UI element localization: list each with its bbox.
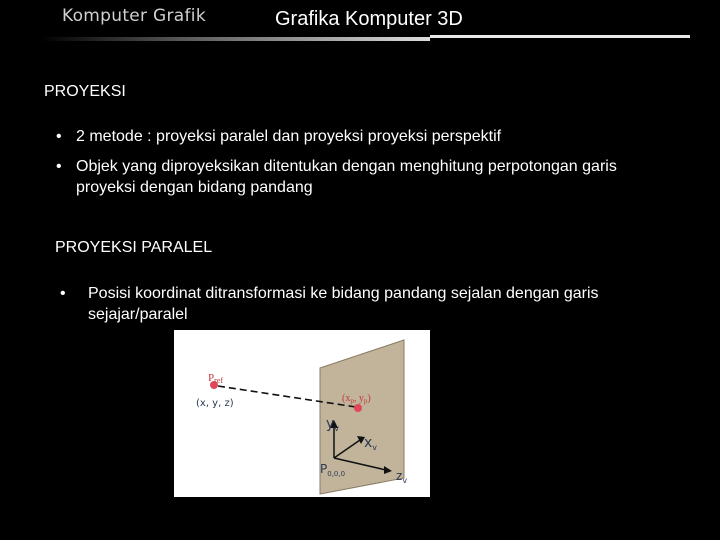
- bullet-mark: •: [60, 285, 66, 302]
- z-axis-label: $z_v$: [396, 469, 408, 485]
- projected-point: [354, 404, 362, 412]
- bullet-text: 2 metode : proyeksi paralel dan proyeksi proyeksi perspektif: [76, 128, 502, 145]
- y-axis-label: $y_v$: [326, 416, 340, 433]
- section-heading-proyeksi: PROYEKSI: [44, 83, 126, 100]
- section-heading-proyeksi-paralel: PROYEKSI PARALEL: [55, 239, 213, 256]
- header-divider-gradient: [40, 37, 430, 41]
- parallel-projection-figure: [174, 330, 430, 497]
- bullet-mark: •: [56, 128, 62, 145]
- bullet-text: Posisi koordinat ditransformasi ke bidang pandang sejalan dengan garis sejajar/paralel: [88, 285, 599, 323]
- reference-point-coords: (x, y, z): [196, 398, 234, 409]
- course-name: Komputer Grafik: [62, 6, 206, 26]
- bullet-text: Objek yang diproyeksikan ditentukan dengan menghitung perpotongan garis proyeksi dengan bidang pandang: [76, 158, 617, 196]
- page-title: Grafika Komputer 3D: [275, 8, 463, 30]
- origin-label: $P_{0,0,0}$: [320, 462, 346, 478]
- header-divider: [40, 35, 690, 41]
- reference-point-label: Pref: [208, 372, 224, 385]
- projection-diagram: [174, 330, 430, 497]
- bullet-mark: •: [56, 158, 62, 175]
- header-divider-line: [430, 35, 690, 38]
- x-axis-label: $x_v$: [364, 435, 378, 452]
- projected-point-coords: ($x_p$, $y_p$): [342, 393, 371, 405]
